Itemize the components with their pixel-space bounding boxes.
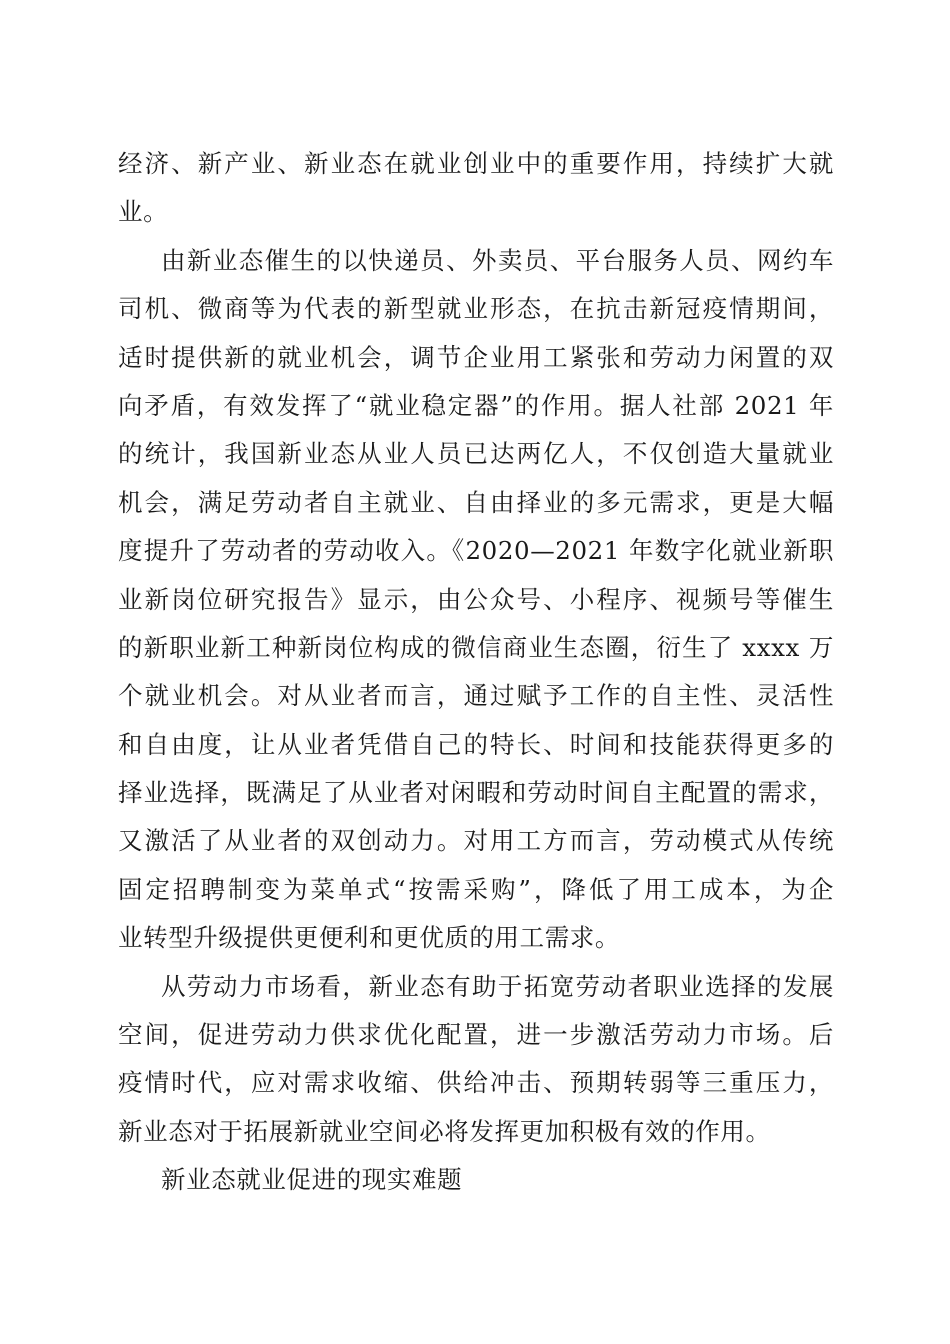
text-line: 空间，促进劳动力供求优化配置，进一步激活劳动力市场。后 <box>118 1020 834 1050</box>
text-line: 适时提供新的就业机会，调节企业用工紧张和劳动力闲置的双 <box>118 342 834 372</box>
text-line: 新业态对于拓展新就业空间必将发挥更加积极有效的作用。 <box>118 1116 771 1146</box>
text-line: 业新岗位研究报告》显示，由公众号、小程序、视频号等催生 <box>118 584 834 614</box>
text-line: 的统计，我国新业态从业人员已达两亿人，不仅创造大量就业 <box>118 439 834 469</box>
text-line: 固定招聘制变为菜单式“按需采购”，降低了用工成本，为企 <box>118 874 834 904</box>
text-line: 司机、微商等为代表的新型就业形态，在抗击新冠疫情期间， <box>118 294 834 324</box>
text-line: 经济、新产业、新业态在就业创业中的重要作用，持续扩大就 <box>118 149 834 178</box>
text-line: 个就业机会。对从业者而言，通过赋予工作的自主性、灵活性 <box>118 681 834 711</box>
text-line: 又激活了从业者的双创动力。对用工方而言，劳动模式从传统 <box>118 826 834 856</box>
body-text <box>118 140 834 1205</box>
paragraph-first-line: 由新业态催生的以快递员、外卖员、平台服务人员、网约车 <box>161 245 834 275</box>
text-line: 业。 <box>118 197 169 227</box>
text-line: 业转型升级提供更便利和更优质的用工需求。 <box>118 923 620 953</box>
paragraph-first-line: 从劳动力市场看，新业态有助于拓宽劳动者职业选择的发展 <box>161 971 834 1001</box>
text-line: 择业选择，既满足了从业者对闲暇和劳动时间自主配置的需求， <box>118 778 834 808</box>
text-line: 和自由度，让从业者凭借自己的特长、时间和技能获得更多的 <box>118 729 834 759</box>
text-line: 的新职业新工种新岗位构成的微信商业生态圈，衍生了 xxxx 万 <box>118 632 834 662</box>
text-line: 度提升了劳动者的劳动收入。《2020—2021 年数字化就业新职 <box>118 536 834 566</box>
text-line: 向矛盾，有效发挥了“就业稳定器”的作用。据人社部 2021 年 <box>118 390 834 420</box>
section-heading: 新业态就业促进的现实难题 <box>161 1165 463 1195</box>
text-line: 机会，满足劳动者自主就业、自由择业的多元需求，更是大幅 <box>118 487 834 517</box>
text-line: 疫情时代，应对需求收缩、供给冲击、预期转弱等三重压力， <box>118 1068 834 1098</box>
